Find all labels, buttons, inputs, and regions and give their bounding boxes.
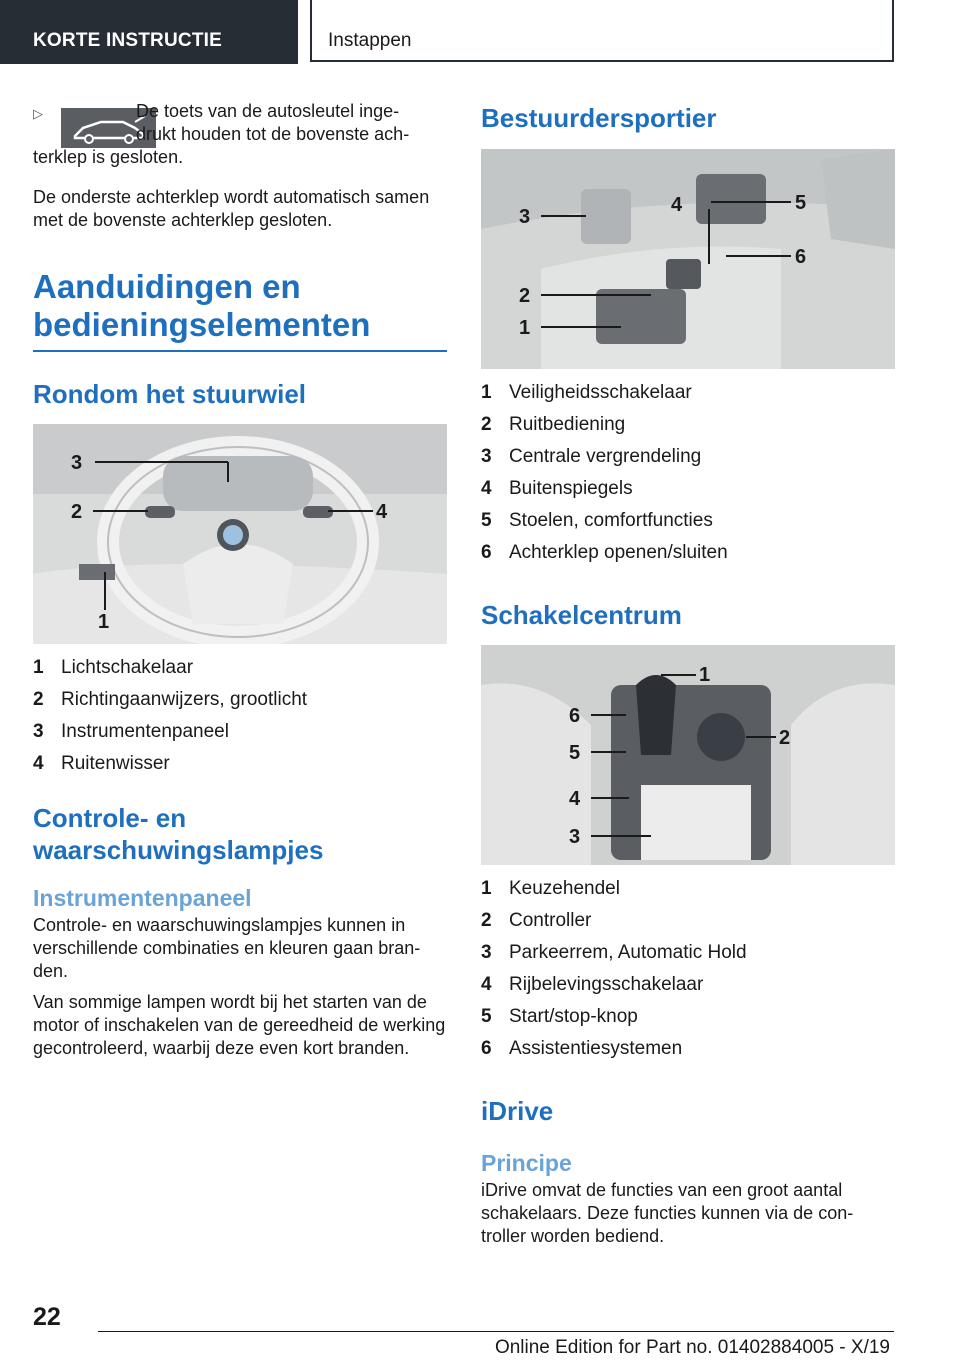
intro-line-2: drukt houden tot de bovenste ach- [136, 124, 410, 144]
callout-2: 2 [779, 727, 791, 749]
list-item: 1 Veiligheidsschakelaar [481, 382, 692, 403]
list-item: 3 Centrale vergrendeling [481, 446, 702, 467]
principle-paragraph: iDrive omvat de functies van een groot aantal schakelaars. Deze functies kunnen via de con-troller worden bediend. [481, 1180, 854, 1246]
left-column [33, 100, 447, 1060]
page-number: 22 [33, 1303, 61, 1331]
panel-paragraph-1: Controle- en waarschuwingslampjes kunnen in verschillende combinaties en kleuren gaan bran-den. [33, 915, 421, 981]
callout-3: 3 [519, 206, 531, 228]
chapter-title: Instappen [328, 30, 412, 51]
section-tab [0, 0, 298, 64]
list-item: 5 Start/stop-knop [481, 1006, 638, 1027]
edition-footer: Online Edition for Part no. 01402884005 - X/19 [494, 1337, 890, 1358]
callout-4: 4 [569, 788, 581, 810]
list-item: 3 Instrumentenpaneel [33, 721, 229, 742]
center-console-photo [481, 645, 895, 865]
list-item: 2 Controller [481, 910, 592, 931]
idrive-heading: iDrive [481, 1096, 554, 1126]
list-item: 4 Buitenspiegels [481, 478, 633, 499]
driver-door-photo [481, 149, 895, 369]
panel-paragraph-2: Van sommige lampen wordt bij het starten van de motor of inschakelen van de gereedheid de werking gecontroleerd, waarbij deze even kort branden. [33, 992, 446, 1058]
list-item: 3 Parkeerrem, Automatic Hold [481, 942, 747, 963]
door-heading: Bestuurdersportier [481, 103, 717, 133]
key-instruction [33, 100, 447, 176]
console-heading: Schakelcentrum [481, 600, 682, 630]
callout-2: 2 [71, 501, 83, 523]
callout-4: 4 [671, 194, 683, 216]
chapter-tab [310, 0, 894, 62]
list-item: 2 Richtingaanwijzers, grootlicht [33, 689, 308, 710]
callout-3: 3 [71, 452, 83, 474]
list-item: 6 Achterklep openen/sluiten [481, 542, 728, 563]
intro-line-3: terklep is gesloten. [33, 147, 184, 167]
list-item: 5 Stoelen, comfortfuncties [481, 510, 713, 531]
list-item: 4 Ruitenwisser [33, 753, 170, 774]
callout-5: 5 [569, 742, 581, 764]
list-item: 1 Lichtschakelaar [33, 657, 194, 678]
list-item: 2 Ruitbediening [481, 414, 626, 435]
callout-3: 3 [569, 826, 581, 848]
main-heading: Aanduidingen en bedieningselementen [33, 268, 447, 352]
steering-heading: Rondom het stuurwiel [33, 379, 306, 409]
footer-divider [98, 1331, 894, 1332]
step-triangle-icon: ▷ [33, 106, 43, 121]
callout-6: 6 [795, 246, 807, 268]
callout-2: 2 [519, 285, 531, 307]
list-item: 6 Assistentiesystemen [481, 1038, 683, 1059]
callout-1: 1 [519, 317, 531, 339]
list-item: 4 Rijbelevingsschakelaar [481, 974, 704, 995]
principle-subheading: Principe [481, 1150, 572, 1176]
door-legend [481, 377, 895, 569]
callout-6: 6 [569, 705, 581, 727]
lamps-heading: Controle- en waarschuwingslampjes [33, 803, 324, 865]
list-item: 1 Keuzehendel [481, 878, 620, 899]
intro-paragraph-2: De onderste achterklep wordt automatisch samen met de bovenste achterklep gesloten. [33, 187, 430, 230]
right-column [481, 100, 895, 1248]
callout-1: 1 [699, 664, 711, 686]
section-title: KORTE INSTRUCTIE [33, 30, 222, 51]
callout-4: 4 [376, 501, 388, 523]
panel-subheading: Instrumentenpaneel [33, 885, 252, 911]
callout-1: 1 [98, 611, 110, 633]
steering-wheel-photo [33, 424, 447, 644]
callout-5: 5 [795, 192, 807, 214]
steering-legend [33, 652, 447, 780]
intro-line-1: De toets van de autosleutel inge- [136, 101, 400, 121]
console-legend [481, 873, 895, 1065]
